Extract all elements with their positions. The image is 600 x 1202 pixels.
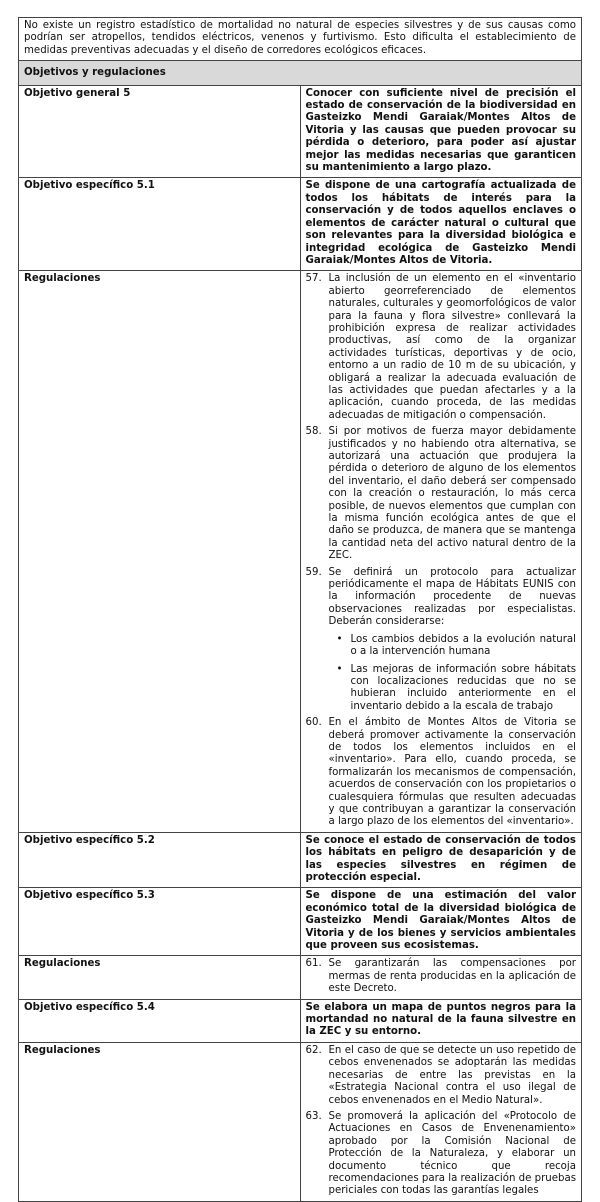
intro-row	[19, 18, 582, 61]
objective-5-1-label: Objetivo específico 5.1	[19, 178, 301, 271]
regulation-62-text: En el caso de que se detecte un uso repetido de cebos envenenados se adoptarán las medidas necesarias de entre las previstas en la «Estrategia Nacional contra el uso ilegal de cebos envenenados en el Medio Natural».	[328, 1044, 576, 1106]
regulation-61-text: Se garantizarán las compensaciones por mermas de renta producidas en la aplicación de este Decreto.	[328, 958, 576, 995]
bullet-2-text: Las mejoras de información sobre hábitats con localizaciones reducidas que no se hubieran incluido anteriormente en el inventario debido a la escala de trabajo	[350, 663, 576, 712]
regulation-63	[306, 1111, 577, 1198]
regulation-57-number: 57.	[305, 273, 322, 285]
objective-5-2-row	[19, 832, 582, 888]
bullet-icon: •	[336, 633, 343, 645]
regulation-59	[306, 567, 577, 713]
section-header-row	[19, 61, 582, 85]
bullet-icon: •	[336, 663, 343, 675]
objectives-table	[18, 17, 582, 1202]
regulation-59-bullet-1	[329, 634, 577, 659]
regulations-1-list	[300, 271, 582, 832]
regulations-1-row	[19, 271, 582, 832]
bullet-1-text: Los cambios debidos a la evolución natural o a la intervención humana	[350, 633, 576, 658]
objective-5-row	[19, 85, 582, 178]
objective-5-3-row	[19, 888, 582, 956]
regulation-58-number: 58.	[305, 426, 322, 438]
regulation-60-text: En el ámbito de Montes Altos de Vitoria se deberá promover activamente la conservación de todos los elementos incluidos en el «inventario». Para ello, cuando proceda, se formalizarán los mecanismos de compensación, acuerdos de conservación con los propietarios o cualesquiera fórmulas que resulten adecuadas y que contribuyan a garantizar la conservación a largo plazo de los elementos del «inventario».	[328, 717, 576, 828]
objective-5-4-text: Se elabora un mapa de puntos negros para la mortandad no natural de la fauna silvestre en la ZEC y su entorno.	[300, 999, 582, 1042]
objective-5-label: Objetivo general 5	[19, 85, 301, 178]
objective-5-4-row	[19, 999, 582, 1042]
regulation-60	[306, 717, 577, 829]
intro-text: No existe un registro estadístico de mortalidad no natural de especies silvestres y de sus causas como podrían ser atropellos, tendidos eléctricos, venenos y furtivismo. Esto dificulta el establecimiento de medidas preventivas adecuadas y el diseño de corredores ecológicos eficaces.	[19, 18, 582, 61]
regulations-2-list	[300, 956, 582, 999]
regulation-62-number: 62.	[305, 1044, 322, 1056]
regulations-2-label: Regulaciones	[19, 956, 301, 999]
regulations-3-list	[300, 1042, 582, 1201]
regulation-59-text: Se definirá un protocolo para actualizar periódicamente el mapa de Hábitats EUNIS con la información procedente de nuevas observaciones realizadas por especialistas. Deberán considerarse:	[328, 566, 576, 628]
regulations-2-row	[19, 956, 582, 999]
regulation-59-bullet-2	[329, 664, 577, 714]
objective-5-2-label: Objetivo específico 5.2	[19, 832, 301, 888]
regulation-59-number: 59.	[305, 566, 322, 578]
section-title: Objetivos y regulaciones	[19, 61, 582, 85]
objective-5-3-text: Se dispone de una estimación del valor económico total de la diversidad biológica de Gasteizko Mendi Garaiak/Montes Altos de Vitoria y de los bienes y servicios ambientales que proveen sus ecosistemas.	[300, 888, 582, 956]
regulation-63-text: Se promoverá la aplicación del «Protocolo de Actuaciones en Casos de Envenenamiento» aprobado por la Comisión Nacional de Protección de la Naturaleza, y elaborar un documento técnico que recoja recomendaciones para la realización de pruebas periciales con todas las garantías legales	[328, 1110, 577, 1197]
regulation-57	[306, 273, 577, 422]
regulation-62	[306, 1045, 577, 1107]
regulation-61	[306, 958, 577, 995]
objective-5-text: Conocer con suficiente nivel de precisión el estado de conservación de la biodiversidad en Gasteizko Mendi Garaiak/Montes Altos de Vitoria y las causas que pueden provocar su pérdida o deterioro, para poder así ajustar mejor las medidas necesarias que garanticen su mantenimiento a largo plazo.	[300, 85, 582, 178]
objective-5-3-label: Objetivo específico 5.3	[19, 888, 301, 956]
regulation-60-number: 60.	[305, 717, 322, 729]
objective-5-4-label: Objetivo específico 5.4	[19, 999, 301, 1042]
regulation-58-text: Si por motivos de fuerza mayor debidamente justificados y no habiendo otra alternativa, se autorizará una actuación que produjera la pérdida o deterioro de alguno de los elementos del inventario, el daño deberá ser compensado con la creación o restauración, lo más cerca posible, de nuevos elementos que cumplan con la misma función ecológica antes de que el daño se produzca, de manera que se mantenga la cantidad neta del activo natural dentro de la ZEC.	[328, 426, 576, 562]
regulations-3-row	[19, 1042, 582, 1201]
regulation-58	[306, 426, 577, 562]
regulation-57-text: La inclusión de un elemento en el «inventario abierto georreferenciado de elementos naturales, culturales y geomorfológicos de valor para la fauna y flora silvestre» conllevará la prohibición expresa de realizar actividades productivas, así como de la organizar actividades turísticas, deportivas y de ocio, entorno a un radio de 10 m de su ubicación, y obligará a realizar la adecuada evaluación de las actividades que puedan afectarles y a la aplicación, cuando proceda, de las medidas adecuadas de mitigación o compensación.	[328, 273, 576, 421]
objective-5-1-text: Se dispone de una cartografía actualizada de todos los hábitats de interés para la conservación y de todos aquellos enclaves o elementos de carácter natural o cultural que son relevantes para la diversidad biológica e integridad ecológica de Gasteizko Mendi Garaiak/Montes Altos de Vitoria.	[300, 178, 582, 271]
objective-5-2-text: Se conoce el estado de conservación de todos los hábitats en peligro de desaparición y de las especies silvestres en régimen de protección especial.	[300, 832, 582, 888]
regulations-3-label: Regulaciones	[19, 1042, 301, 1201]
regulation-61-number: 61.	[305, 958, 322, 970]
regulations-1-label: Regulaciones	[19, 271, 301, 832]
objective-5-1-row	[19, 178, 582, 271]
regulation-63-number: 63.	[305, 1110, 322, 1122]
